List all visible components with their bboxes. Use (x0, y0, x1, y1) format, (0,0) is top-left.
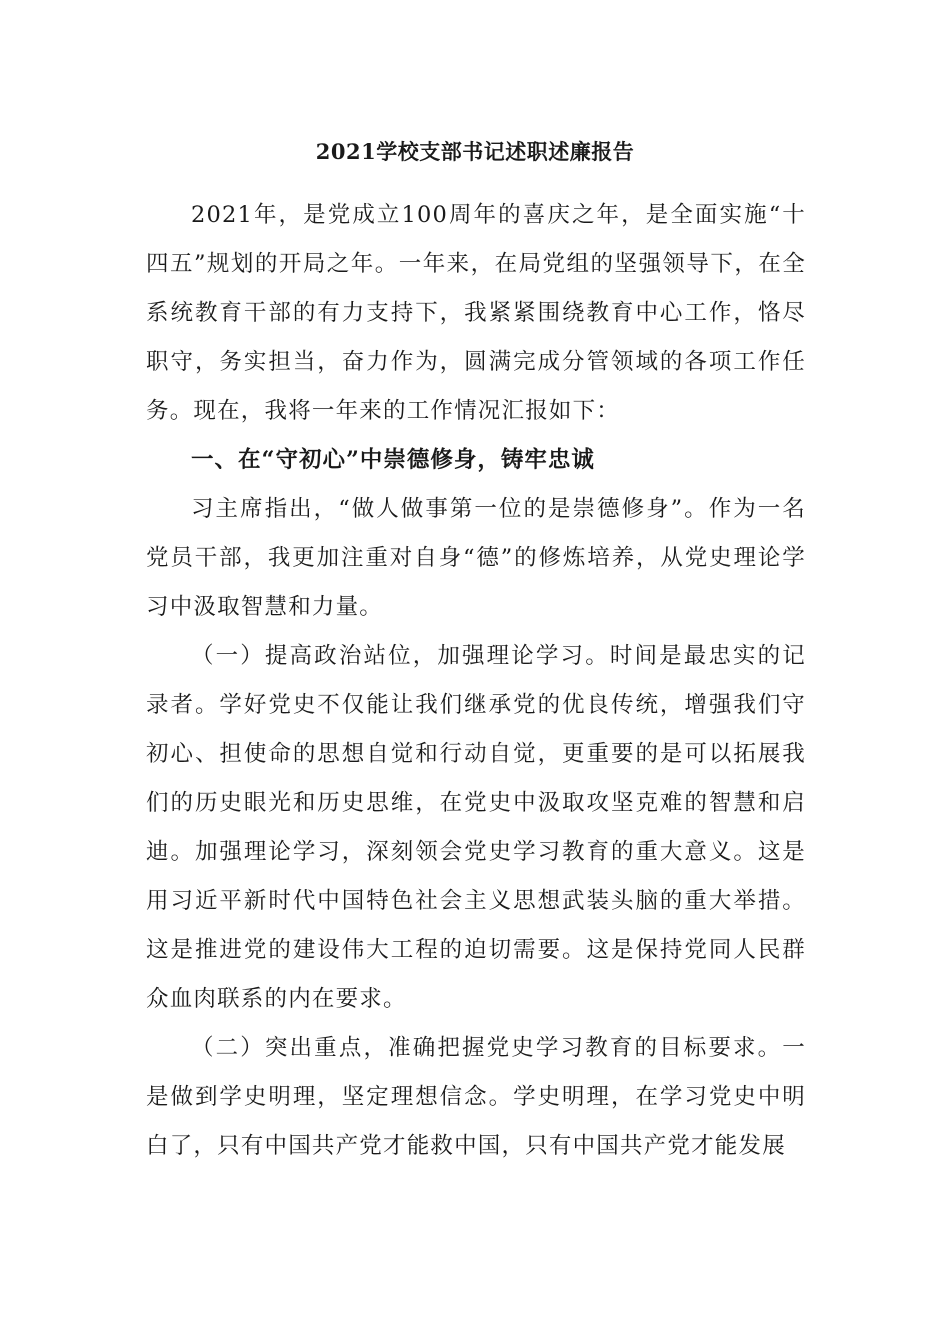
section-heading: 一、在“守初心”中崇德修身，铸牢忠诚 (191, 447, 595, 473)
body-paragraph: （一）提高政治站位，加强理论学习。时间是最忠实的记录者。学好党史不仅能让我们继承党的优良传统，增强我们守初心、担使命的思想自觉和行动自觉，更重要的是可以拓展我们的历史眼光和历史思维，在党史中汲取攻坚克难的智慧和启迪。加强理论学习，深刻领会党史学习教育的重大意义。这是用习近平新时代中国特色社会主义思想武装头脑的重大举措。这是推进党的建设伟大工程的迫切需要。这是保持党同人民群众血肉联系的内在要求。 (146, 643, 806, 1012)
body-paragraph: 习主席指出，“做人做事第一位的是崇德修身”。作为一名党员干部，我更加注重对自身“德”的修炼培养，从党史理论学习中汲取智慧和力量。 (146, 496, 806, 620)
document-title: 2021学校支部书记述职述廉报告 (315, 139, 635, 164)
body-paragraph: （二）突出重点，准确把握党史学习教育的目标要求。一是做到学史明理，坚定理想信念。学史明理，在学习党史中明白了，只有中国共产党才能救中国，只有中国共产党才能发展 (146, 1035, 806, 1159)
intro-paragraph: 2021年，是党成立100周年的喜庆之年，是全面实施“十四五”规划的开局之年。一年来，在局党组的坚强领导下，在全系统教育干部的有力支持下，我紧紧围绕教育中心工作，恪尽职守，务实担当，奋力作为，圆满完成分管领域的各项工作任务。现在，我将一年来的工作情况汇报如下： (146, 202, 806, 424)
document-body (146, 191, 806, 1171)
